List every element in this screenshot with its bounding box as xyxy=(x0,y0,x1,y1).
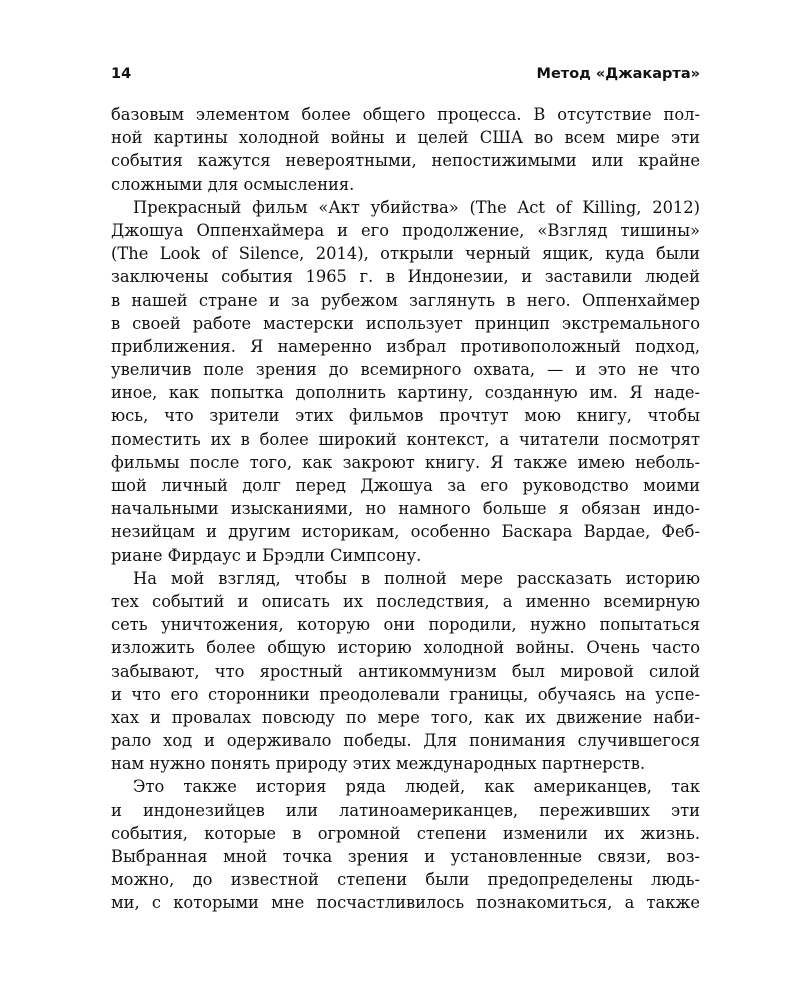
text-line: нам нужно понять природу этих международных партнерств. xyxy=(111,754,646,774)
text-line: шой личный долг перед Джошуа за его руководство моими xyxy=(111,476,700,495)
text-line: и что его сторонники преодолевали границы, обучаясь на успе- xyxy=(111,684,700,704)
book-title: Метод «Джакарта» xyxy=(536,66,700,82)
text-line: ной картины холодной войны и целей США во всем мире эти xyxy=(111,128,700,148)
text-line: фильмы после того, как закроют книгу. Я также имею неболь- xyxy=(111,452,700,472)
text-line: события кажутся невероятными, непостижимыми или крайне xyxy=(111,151,700,171)
paragraph xyxy=(111,567,700,776)
text-line: Джошуа Оппенхаймера и его продолжение, «Взгляд тишины» xyxy=(111,220,700,240)
text-line: заключены события 1965 г. в Индонезии, и заставили людей xyxy=(111,267,700,287)
text-line: и индонезийцев или латиноамериканцев, переживших эти xyxy=(111,800,700,820)
text-line: Это также история ряда людей, как американцев, так xyxy=(133,777,700,797)
text-line: в нашей стране и за рубежом заглянуть в него. Оппенхаймер xyxy=(111,290,700,310)
text-line: увеличив поле зрения до всемирного охвата, — и это не что xyxy=(111,360,700,380)
text-line: приближения. Я намеренно избрал противоположный подход, xyxy=(111,336,700,356)
text-line: юсь, что зрители этих фильмов прочтут мою книгу, чтобы xyxy=(111,406,700,426)
text-line: события, которые в огромной степени изменили их жизнь. xyxy=(111,823,700,843)
text-line: сеть уничтожения, которую они породили, нужно попытаться xyxy=(111,615,700,635)
text-line: базовым элементом более общего процесса. В отсутствие пол- xyxy=(111,105,700,124)
text-line: Прекрасный фильм «Акт убийства» (The Act of Killing, 2012) xyxy=(133,197,700,217)
text-line: На мой взгляд, чтобы в полной мере рассказать историю xyxy=(133,568,700,588)
text-line: поместить их в более широкий контекст, а читатели посмотрят xyxy=(111,429,700,449)
text-line: рало ход и одерживало победы. Для понимания случившегося xyxy=(111,731,700,751)
text-line: незийцам и другим историкам, особенно Баскара Вардае, Феб- xyxy=(111,522,700,542)
body-text xyxy=(111,103,700,915)
page-number: 14 xyxy=(111,66,132,82)
text-line: забывают, что яростный антикоммунизм был мировой силой xyxy=(111,661,700,681)
paragraph xyxy=(111,103,700,196)
text-line: начальными изысканиями, но намного больше я обязан индо- xyxy=(111,499,700,519)
text-line: (The Look of Silence, 2014), открыли черный ящик, куда были xyxy=(111,244,700,264)
running-head xyxy=(111,66,700,86)
text-line: риане Фирдаус и Брэдли Симпсону. xyxy=(111,545,422,565)
text-line: в своей работе мастерски использует принцип экстремального xyxy=(111,313,700,333)
text-line: изложить более общую историю холодной войны. Очень часто xyxy=(111,638,700,658)
text-line: можно, до известной степени были предопределены людь- xyxy=(111,870,700,890)
text-line: ми, с которыми мне посчастливилось познакомиться, а также xyxy=(111,893,700,913)
text-line: хах и провалах повсюду по мере того, как их движение наби- xyxy=(111,707,700,727)
text-line: иное, как попытка дополнить картину, созданную им. Я наде- xyxy=(111,383,700,403)
paragraph xyxy=(111,196,700,567)
text-line: сложными для осмысления. xyxy=(111,174,355,194)
text-line: тех событий и описать их последствия, а именно всемирную xyxy=(111,591,700,611)
paragraph xyxy=(111,775,700,914)
text-line: Выбранная мной точка зрения и установленные связи, воз- xyxy=(111,847,700,866)
